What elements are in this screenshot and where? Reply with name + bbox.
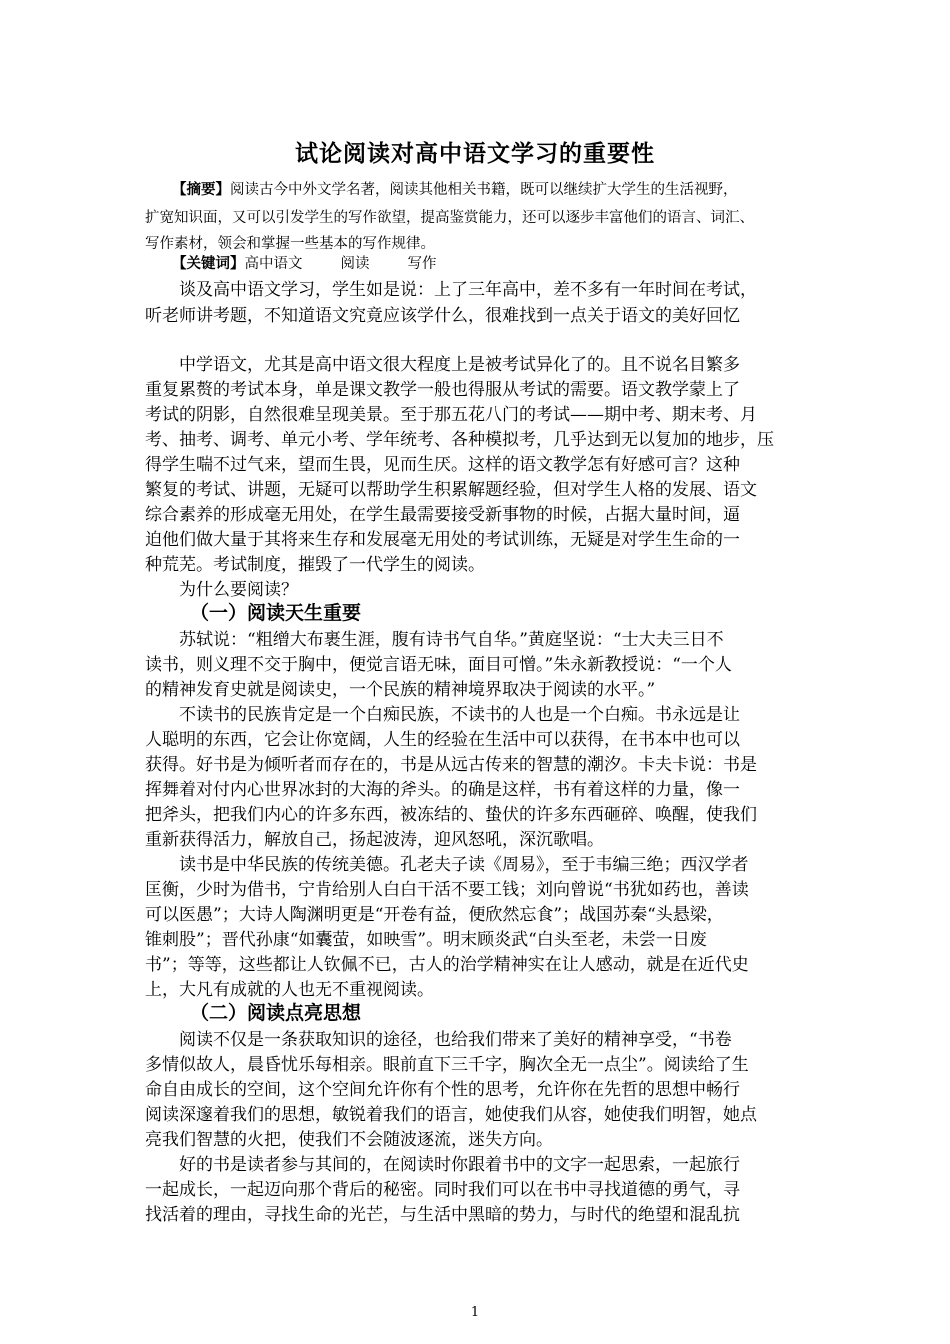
abstract-line-2: 扩宽知识面，又可以引发学生的写作欲望，提高鉴赏能力，还可以逐步丰富他们的语言、词汇、 bbox=[145, 210, 754, 226]
body-line: 把斧头，把我们内心的许多东西，被冻结的、蛰伏的许多东西砸碎、唤醒，使我们 bbox=[145, 805, 757, 825]
body-line: 考试的阴影，自然很难呈现美景。至于那五花八门的考试——期中考、期末考、月 bbox=[145, 405, 757, 425]
body-line: 阅读深邃着我们的思想，敏锐着我们的语言，她使我们从容，她使我们明智，她点 bbox=[145, 1105, 757, 1125]
body-line: 为什么要阅读？ bbox=[145, 580, 298, 600]
keywords-line bbox=[172, 252, 837, 273]
body-line: 苏轼说：“粗缯大布裹生涯，腹有诗书气自华。”黄庭坚说：“士大夫三日不 bbox=[145, 630, 724, 650]
body-line: 考、抽考、调考、单元小考、学年统考、各种模拟考，几乎达到无以复加的地步，压 bbox=[145, 430, 774, 450]
document-title: 试论阅读对高中语文学习的重要性 bbox=[295, 140, 655, 167]
body-line: 多情似故人，晨昏忧乐每相亲。眼前直下三千字，胸次全无一点尘”。阅读给了生 bbox=[145, 1055, 749, 1075]
body-line: 迫他们做大量于其将来生存和发展毫无用处的考试训练，无疑是对学生生命的一 bbox=[145, 530, 740, 550]
abstract-line-3: 写作素材，领会和掌握一些基本的写作规律。 bbox=[145, 236, 435, 252]
body-line: 听老师讲考题，不知道语文究竟应该学什么，很难找到一点关于语文的美好回忆 bbox=[145, 306, 740, 326]
body-line: 上，大凡有成就的人也无不重视阅读。 bbox=[145, 980, 434, 1000]
body-line: 命自由成长的空间，这个空间允许你有个性的思考，允许你在先哲的思想中畅行 bbox=[145, 1080, 740, 1100]
body-line: 匡衡，少时为借书，宁肯给别人白白干活不要工钱；刘向曾说“书犹如药也，善读 bbox=[145, 880, 749, 900]
body-line: 繁复的考试、讲题，无疑可以帮助学生积累解题经验，但对学生人格的发展、语文 bbox=[145, 480, 757, 500]
keyword-item: 写作 bbox=[407, 256, 437, 272]
body-line: 中学语文，尤其是高中语文很大程度上是被考试异化了的。且不说名目繁多 bbox=[145, 355, 740, 375]
body-line: 重复累赘的考试本身，单是课文教学一般也得服从考试的需要。语文教学蒙上了 bbox=[145, 380, 740, 400]
body-line: 一起成长，一起迈向那个背后的秘密。同时我们可以在书中寻找道德的勇气，寻 bbox=[145, 1180, 740, 1200]
body-line: 谈及高中语文学习，学生如是说：上了三年高中，差不多有一年时间在考试， bbox=[145, 280, 757, 300]
body-line: 找活着的理由，寻找生命的光芒，与生活中黑暗的势力，与时代的绝望和混乱抗 bbox=[145, 1205, 740, 1225]
body-line: 亮我们智慧的火把，使我们不会随波逐流，迷失方向。 bbox=[145, 1130, 553, 1150]
body-line: 得学生喘不过气来，望而生畏，见而生厌。这样的语文教学怎有好感可言？这种 bbox=[145, 455, 740, 475]
body-line: 可以医愚”；大诗人陶渊明更是“开卷有益，便欣然忘食”；战国苏秦“头悬梁， bbox=[145, 905, 724, 925]
abstract-text-1: 阅读古今中外文学名著，阅读其他相关书籍，既可以继续扩大学生的生活视野， bbox=[230, 182, 738, 198]
abstract-line-1 bbox=[172, 178, 837, 199]
body-line: 重新获得活力，解放自己，扬起波涛，迎风怒吼，深沉歌唱。 bbox=[145, 830, 604, 850]
body-line: 不读书的民族肯定是一个白痴民族，不读书的人也是一个白痴。书永远是让 bbox=[145, 705, 740, 725]
body-line: 种荒芜。考试制度，摧毁了一代学生的阅读。 bbox=[145, 555, 485, 575]
abstract-label: 【摘要】 bbox=[172, 181, 230, 198]
body-line: 挥舞着对付内心世界冰封的大海的斧头。的确是这样，书有着这样的力量，像一 bbox=[145, 780, 740, 800]
body-line: 的精神发育史就是阅读史，一个民族的精神境界取决于阅读的水平。” bbox=[145, 680, 656, 700]
body-line: 书”；等等，这些都让人钦佩不已，古人的治学精神实在让人感动，就是在近代史 bbox=[145, 955, 749, 975]
body-line: 综合素养的形成毫无用处，在学生最需要接受新事物的时候，占据大量时间，逼 bbox=[145, 505, 740, 525]
keyword-item: 阅读 bbox=[340, 256, 370, 272]
body-line: 阅读不仅是一条获取知识的途径，也给我们带来了美好的精神享受，“书卷 bbox=[145, 1030, 732, 1050]
section-heading-1: （一）阅读天生重要 bbox=[190, 602, 362, 624]
keywords-label: 【关键词】 bbox=[172, 255, 245, 272]
section-heading-2: （二）阅读点亮思想 bbox=[190, 1002, 362, 1024]
page-number: 1 bbox=[470, 1305, 480, 1320]
body-line: 好的书是读者参与其间的，在阅读时你跟着书中的文字一起思索，一起旅行 bbox=[145, 1155, 740, 1175]
body-line: 读书，则义理不交于胸中，便觉言语无味，面目可憎。”朱永新教授说：“一个人 bbox=[145, 655, 732, 675]
body-line: 锥刺股”；晋代孙康“如囊萤，如映雪”。明末顾炎武“白头至老，未尝一日废 bbox=[145, 930, 707, 950]
body-line: 获得。好书是为倾听者而存在的，书是从远古传来的智慧的潮汐。卡夫卡说：书是 bbox=[145, 755, 757, 775]
body-line: 人聪明的东西，它会让你宽阔，人生的经验在生活中可以获得，在书本中也可以 bbox=[145, 730, 740, 750]
body-line: 读书是中华民族的传统美德。孔老夫子读《周易》，至于韦编三绝；西汉学者 bbox=[145, 855, 749, 875]
keyword-item: 高中语文 bbox=[244, 256, 303, 272]
